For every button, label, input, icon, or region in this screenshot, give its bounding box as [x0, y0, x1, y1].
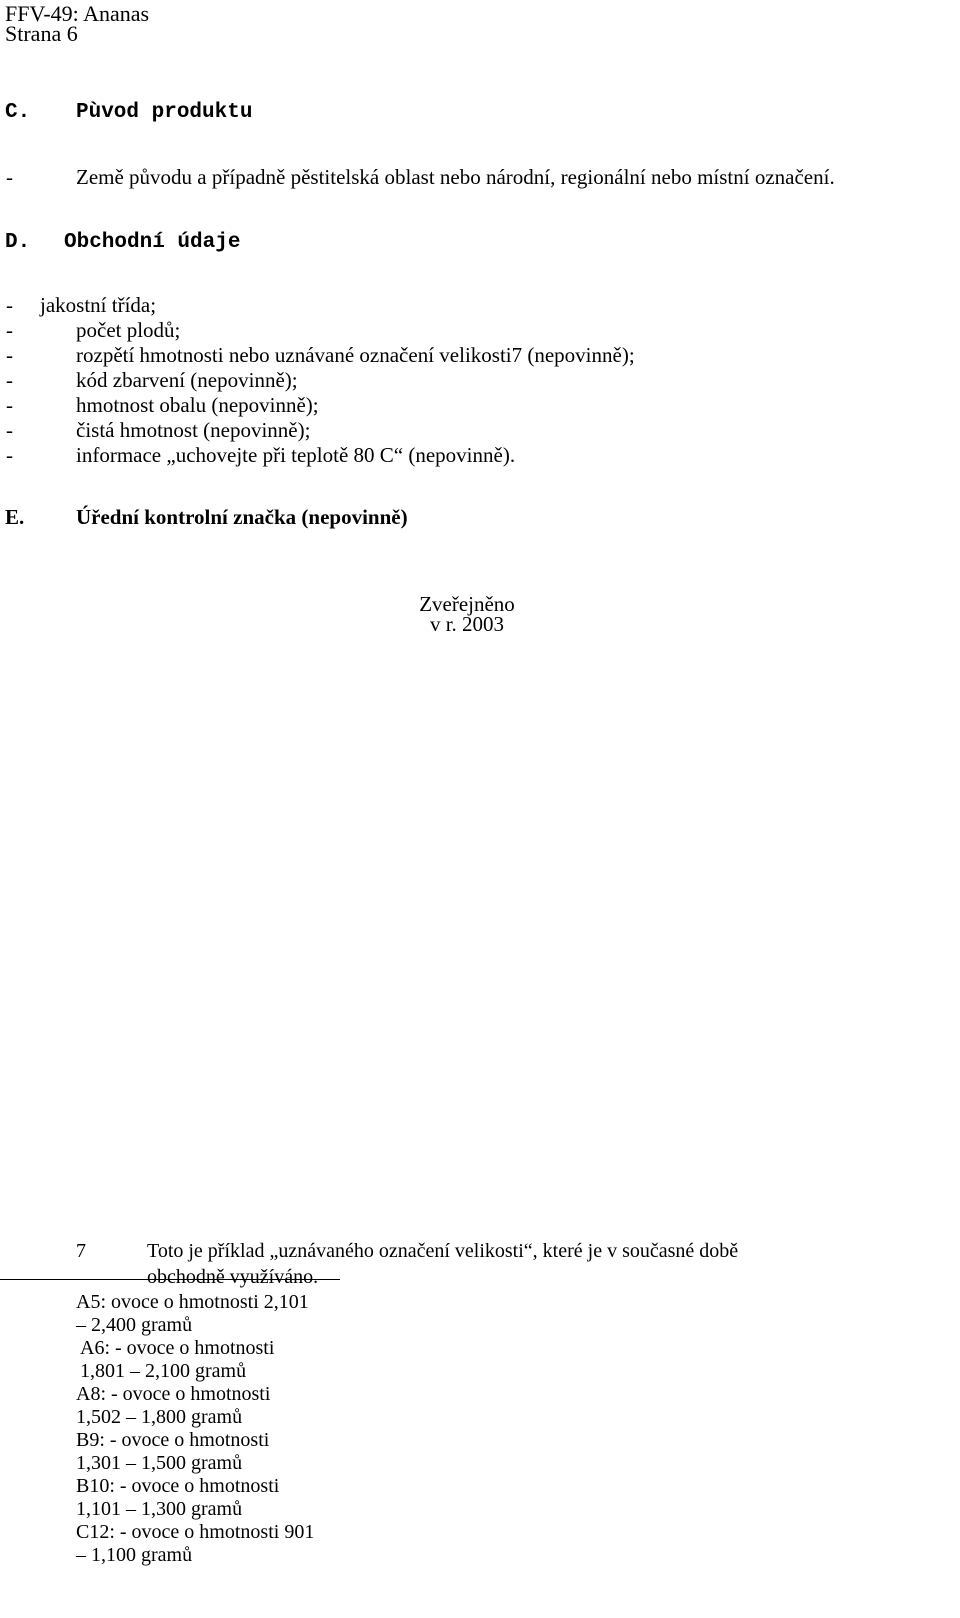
section-d-title: Obchodní údaje [64, 231, 241, 254]
footnote-text-continued: obchodně využíváno. [147, 1266, 319, 1288]
size-code-line: A5: ovoce o hmotnosti 2,101 [76, 1291, 309, 1313]
size-code-line: – 1,100 gramů [76, 1544, 193, 1566]
published-label: Zveřejněno [419, 592, 515, 616]
size-code-line: 1,101 – 1,300 gramů [76, 1498, 243, 1520]
size-code-line: 1,301 – 1,500 gramů [76, 1452, 243, 1474]
size-code-line: 1,801 – 2,100 gramů [80, 1360, 247, 1382]
size-code-line: A6: - ovoce o hmotnosti [80, 1337, 275, 1359]
document-id: FFV-49: Ananas [5, 1, 150, 26]
section-c-letter: C. [5, 101, 31, 124]
footnote-separator [0, 1279, 340, 1280]
size-code-line: 1,502 – 1,800 gramů [76, 1406, 243, 1428]
published-year: v r. 2003 [429, 612, 505, 636]
section-e-letter: E. [5, 505, 25, 529]
size-code-line: C12: - ovoce o hmotnosti 901 [76, 1521, 315, 1543]
size-code-line: B9: - ovoce o hmotnosti [76, 1429, 270, 1451]
section-c-title: Pùvod produktu [76, 101, 253, 124]
page-number: Strana 6 [5, 21, 78, 46]
size-code-line: A8: - ovoce o hmotnosti [76, 1383, 271, 1405]
size-code-line: B10: - ovoce o hmotnosti [76, 1475, 280, 1497]
footnote-number: 7 [76, 1240, 86, 1262]
section-e-title: Úřední kontrolní značka (nepovinně) [76, 505, 408, 529]
size-code-line: – 2,400 gramů [76, 1314, 193, 1336]
section-d-letter: D. [5, 231, 31, 254]
footnote-text: Toto je příklad „uznávaného označení velikosti“, které je v současné době [147, 1240, 739, 1262]
